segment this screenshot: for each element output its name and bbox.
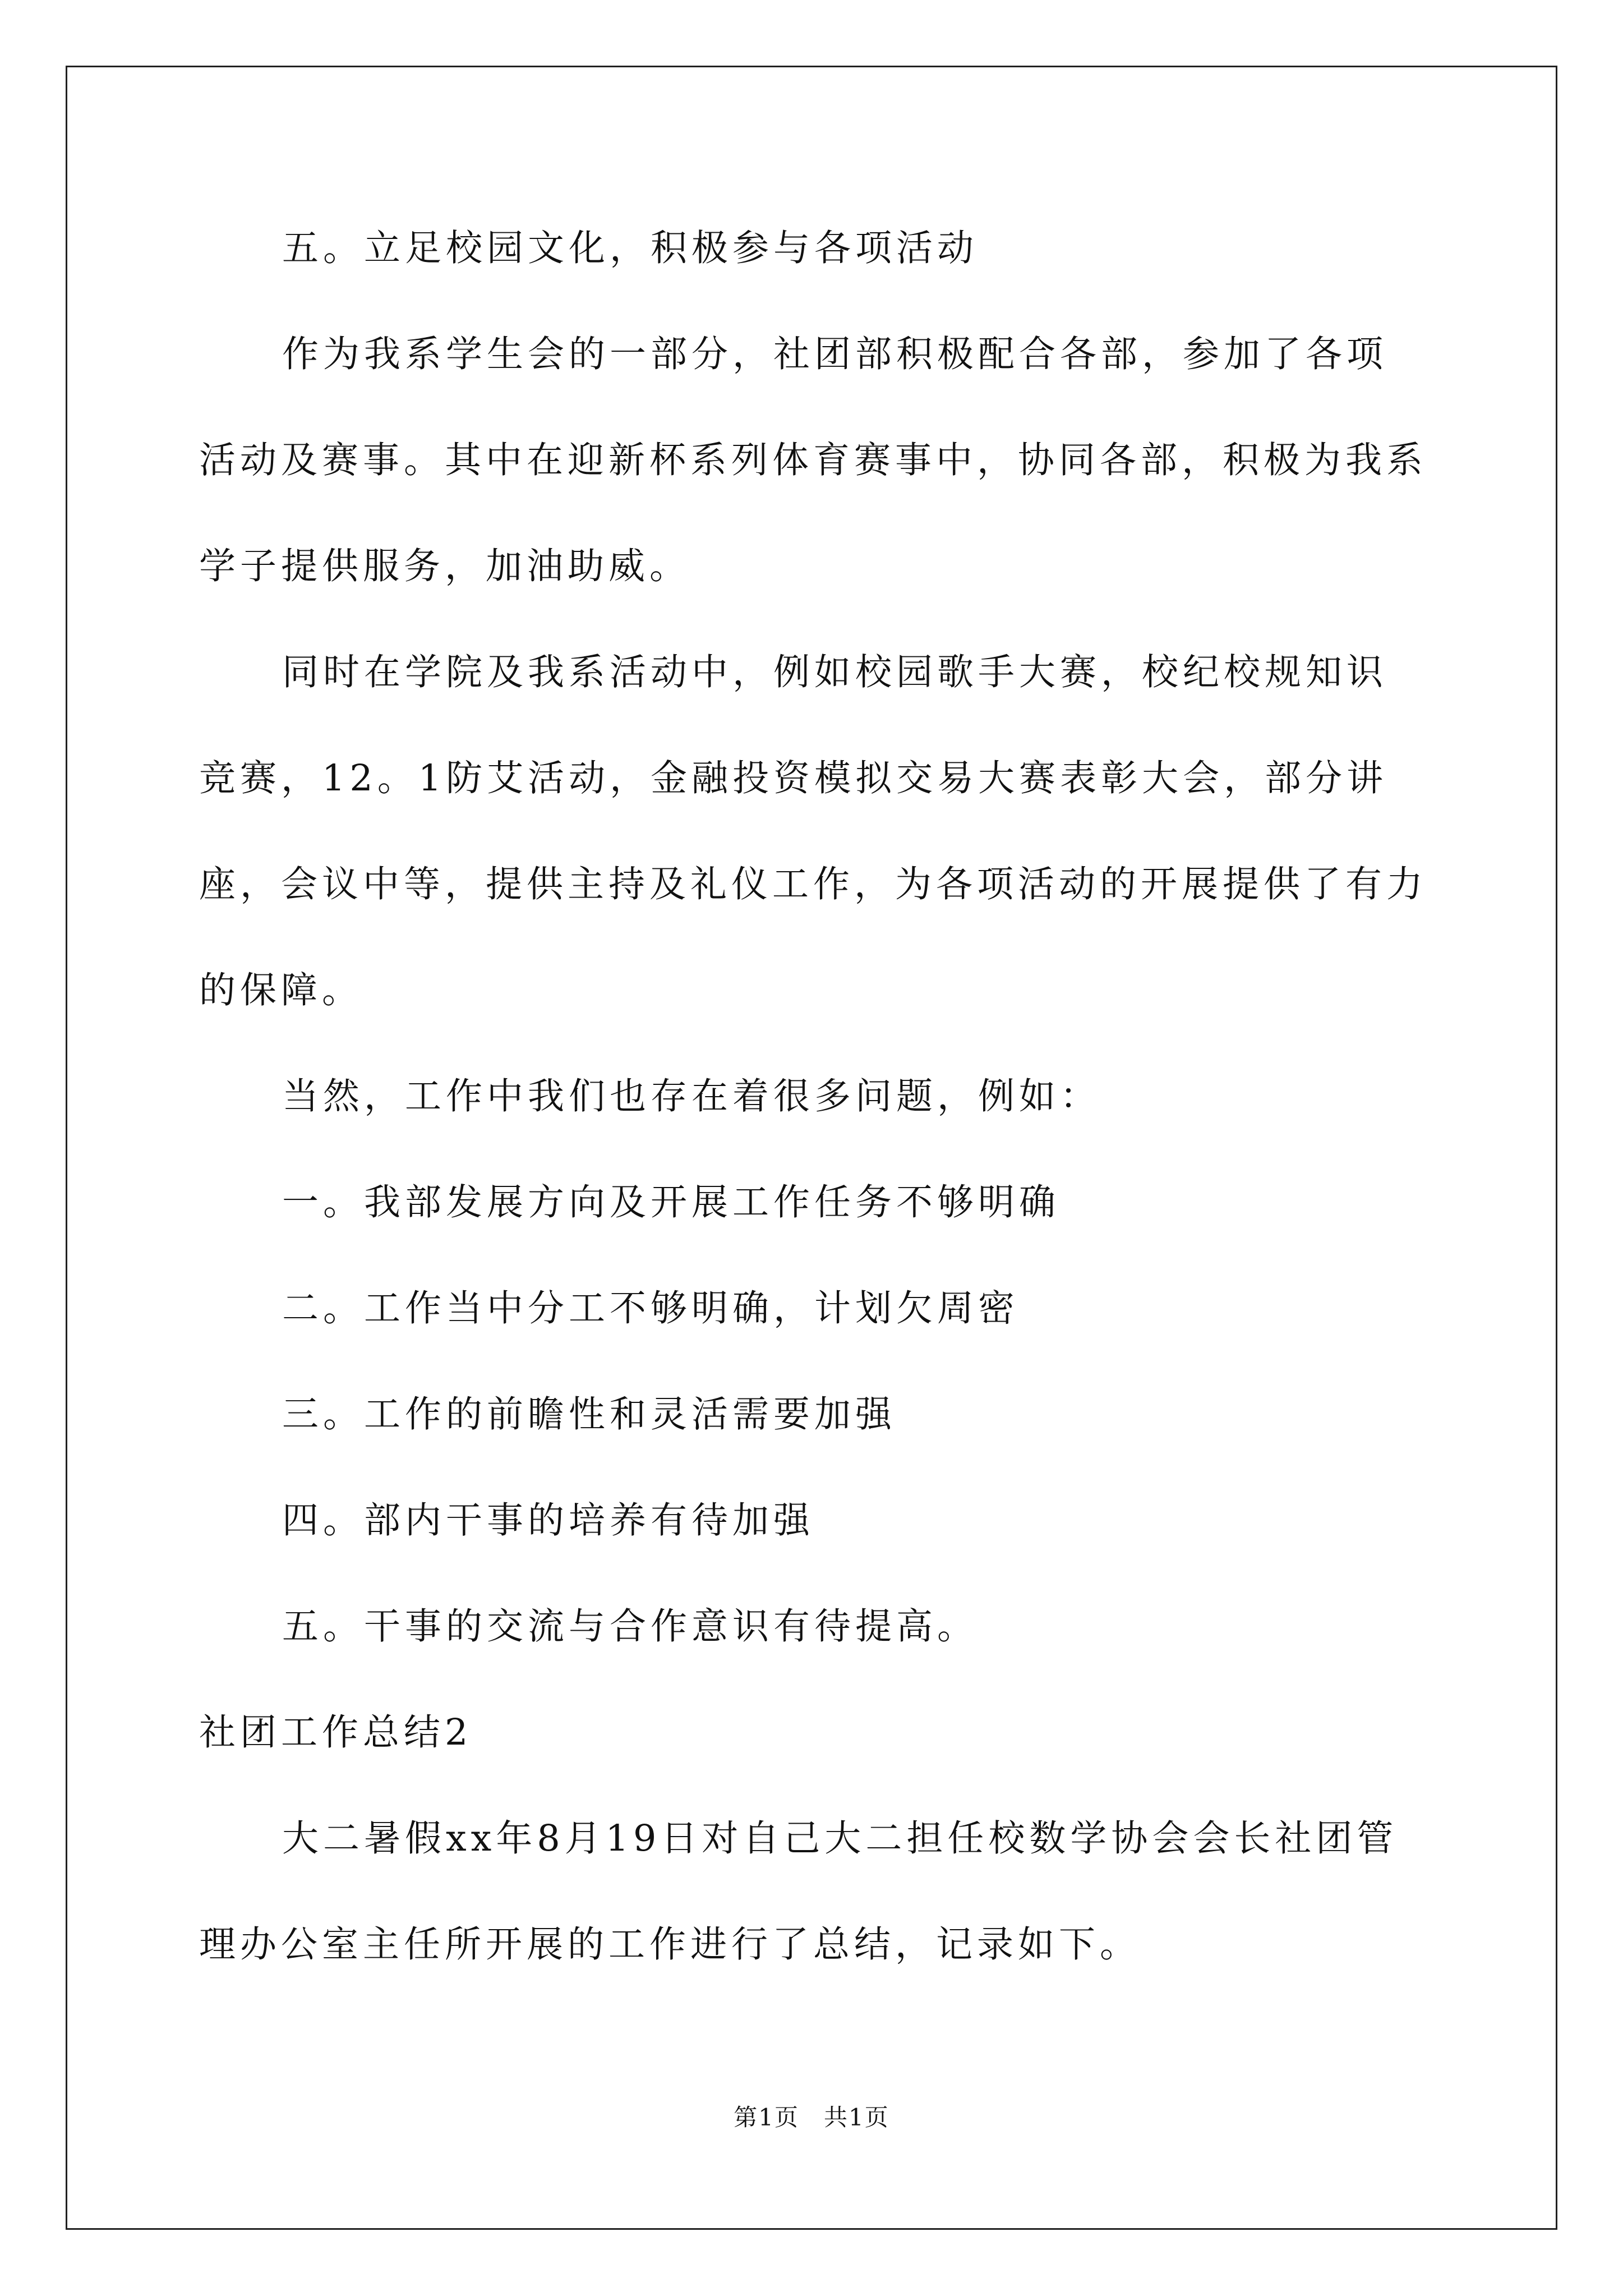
list-item-problem-one: 一。我部发展方向及开展工作任务不够明确: [282, 1181, 1061, 1223]
paragraph-summary-intro: 大二暑假xx年8月19日对自己大二担任校数学协会会长社团管理办公室主任所开展的工作进行了总结，记录如下。: [199, 1818, 1398, 1966]
paragraph-college-activities: 同时在学院及我系活动中，例如校园歌手大赛，校纪校规知识竞赛，12。1防艾活动，金融投资模拟交易大赛表彰大会，部分讲座，会议中等，提供主持及礼仪工作，为各项活动的开展提供了有力的保障。: [199, 651, 1428, 1011]
list-item-problem-two: 二。工作当中分工不够明确，计划欠周密: [282, 1287, 1020, 1329]
list-item-problem-three: 三。工作的前瞻性和灵活需要加强: [282, 1393, 897, 1435]
paragraph-section-five-heading: 五。立足校园文化，积极参与各项活动: [282, 227, 979, 269]
section-title-summary-2: 社团工作总结2: [199, 1711, 473, 1754]
paragraph-problems-intro: 当然，工作中我们也存在着很多问题，例如：: [282, 1075, 1101, 1117]
document-body: [199, 223, 1427, 1998]
list-item-problem-four: 四。部内干事的培养有待加强: [282, 1499, 815, 1542]
page-number-footer: 第1页 共1页: [734, 2104, 889, 2131]
paragraph-activities: 作为我系学生会的一部分，社团部积极配合各部，参加了各项活动及赛事。其中在迎新杯系列体育赛事中，协同各部，积极为我系学子提供服务，加油助威。: [199, 333, 1428, 587]
list-item-problem-five: 五。干事的交流与合作意识有待提高。: [282, 1605, 979, 1648]
